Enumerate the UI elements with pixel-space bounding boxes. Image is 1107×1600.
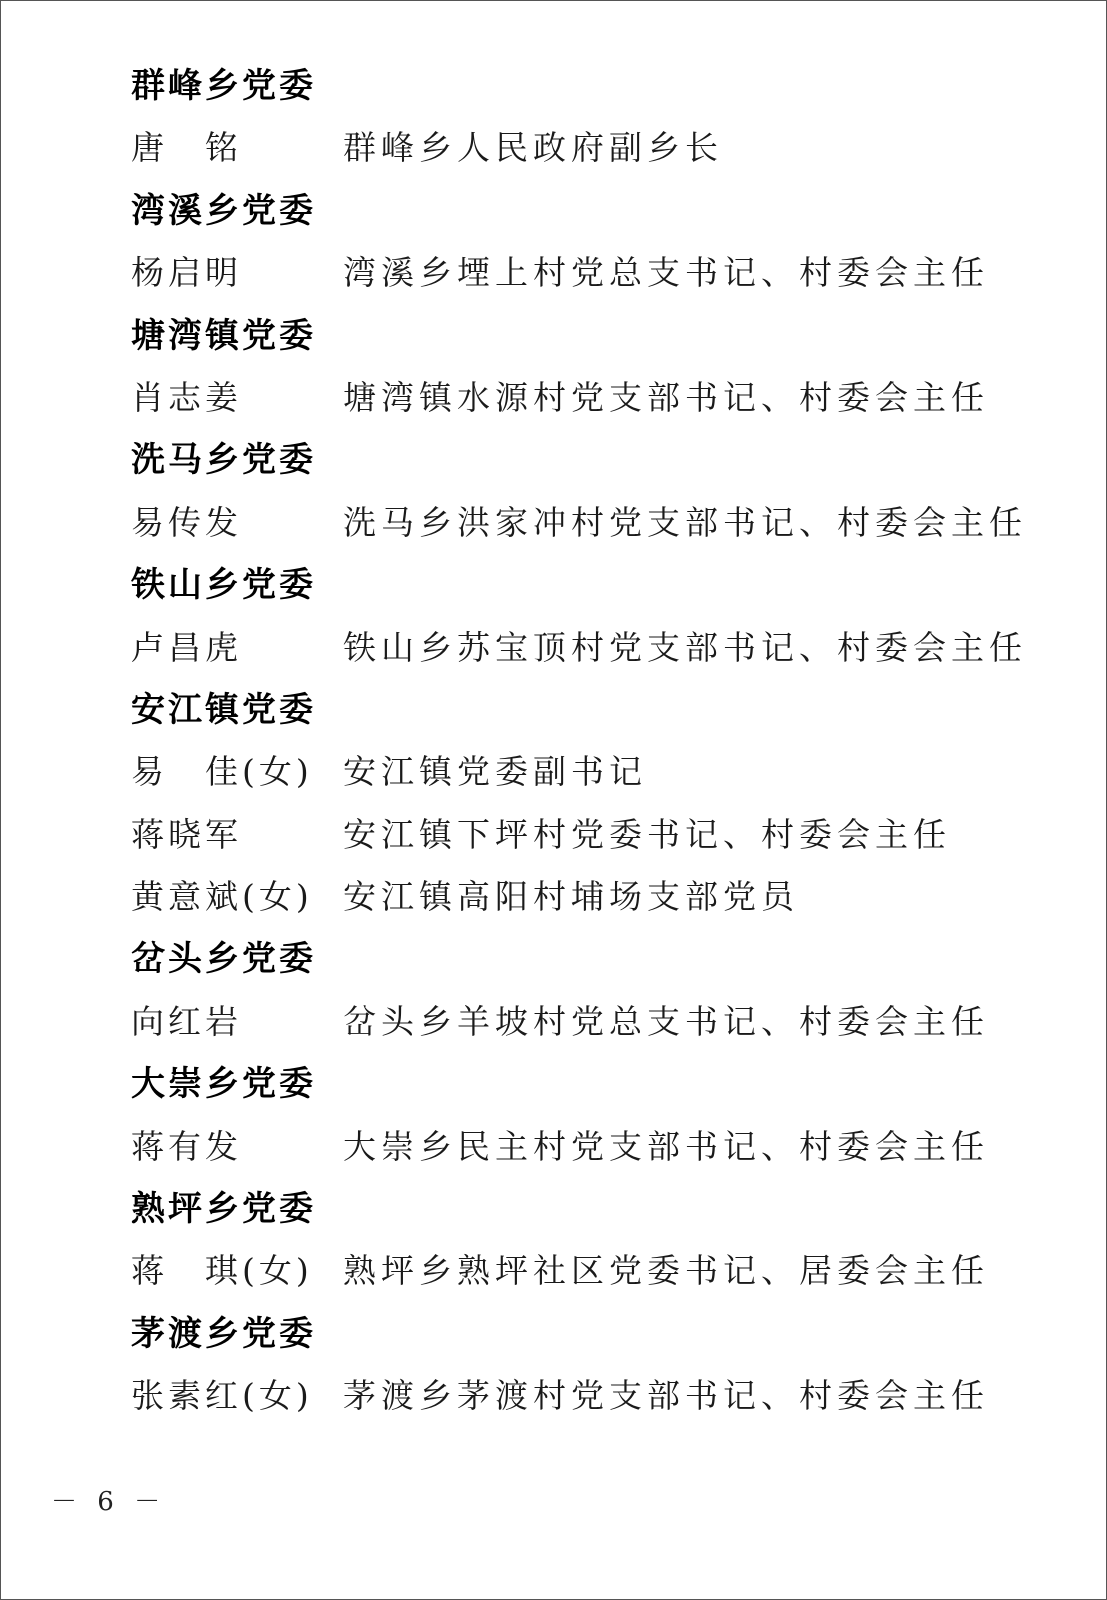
section-heading: 铁山乡党委 [131, 565, 316, 606]
person-title: 茅渡乡茅渡村党支部书记、村委会主任 [343, 1376, 989, 1416]
person-row [1, 610, 1106, 672]
person-row [1, 485, 1106, 547]
person-title: 塘湾镇水源村党支部书记、村委会主任 [343, 377, 989, 417]
person-row [1, 110, 1106, 172]
person-name: 卢昌虎 [131, 627, 242, 667]
person-title: 岔头乡羊坡村党总支书记、村委会主任 [343, 1001, 989, 1041]
page-number: － 6 － [51, 1487, 167, 1517]
person-name: 黄意斌(女) [131, 877, 313, 917]
section-row [1, 672, 1106, 734]
person-row [1, 859, 1106, 921]
person-title: 群峰乡人民政府副乡长 [343, 128, 723, 168]
person-row [1, 235, 1106, 297]
person-row [1, 1358, 1106, 1420]
person-name: 肖志姜 [131, 377, 242, 417]
person-title: 安江镇党委副书记 [343, 752, 647, 792]
person-row [1, 1233, 1106, 1295]
section-row [1, 48, 1106, 110]
section-row [1, 547, 1106, 609]
person-name: 易传发 [131, 502, 242, 542]
section-heading: 茅渡乡党委 [131, 1313, 316, 1354]
person-row [1, 734, 1106, 796]
person-name: 蒋 琪(女) [131, 1251, 313, 1291]
section-row [1, 921, 1106, 983]
person-name: 蒋晓军 [131, 814, 242, 854]
person-name: 张素红(女) [131, 1376, 313, 1416]
section-row [1, 173, 1106, 235]
person-row [1, 797, 1106, 859]
section-heading: 岔头乡党委 [131, 939, 316, 980]
person-title: 铁山乡苏宝顶村党支部书记、村委会主任 [343, 627, 1027, 667]
section-row [1, 422, 1106, 484]
section-row [1, 1046, 1106, 1108]
person-name: 易 佳(女) [131, 752, 313, 792]
person-name: 向红岩 [131, 1001, 242, 1041]
person-name: 蒋有发 [131, 1126, 242, 1166]
section-heading: 湾溪乡党委 [131, 190, 316, 231]
person-title: 安江镇下坪村党委书记、村委会主任 [343, 814, 951, 854]
person-title: 安江镇高阳村埔场支部党员 [343, 877, 799, 917]
person-title: 洗马乡洪家冲村党支部书记、村委会主任 [343, 502, 1027, 542]
section-heading: 安江镇党委 [131, 689, 316, 730]
section-heading: 洗马乡党委 [131, 440, 316, 481]
person-title: 大崇乡民主村党支部书记、村委会主任 [343, 1126, 989, 1166]
person-name: 杨启明 [131, 253, 242, 293]
section-row [1, 1171, 1106, 1233]
section-heading: 群峰乡党委 [131, 66, 316, 106]
section-heading: 熟坪乡党委 [131, 1189, 316, 1230]
person-title: 湾溪乡堙上村党总支书记、村委会主任 [343, 253, 989, 293]
section-heading: 大崇乡党委 [131, 1064, 316, 1105]
section-row [1, 1296, 1106, 1358]
person-row [1, 1109, 1106, 1171]
person-row [1, 360, 1106, 422]
section-row [1, 298, 1106, 360]
section-heading: 塘湾镇党委 [131, 315, 316, 356]
person-row [1, 984, 1106, 1046]
person-name: 唐 铭 [131, 128, 242, 168]
person-title: 熟坪乡熟坪社区党委书记、居委会主任 [343, 1251, 989, 1291]
honor-list [1, 48, 1106, 1421]
